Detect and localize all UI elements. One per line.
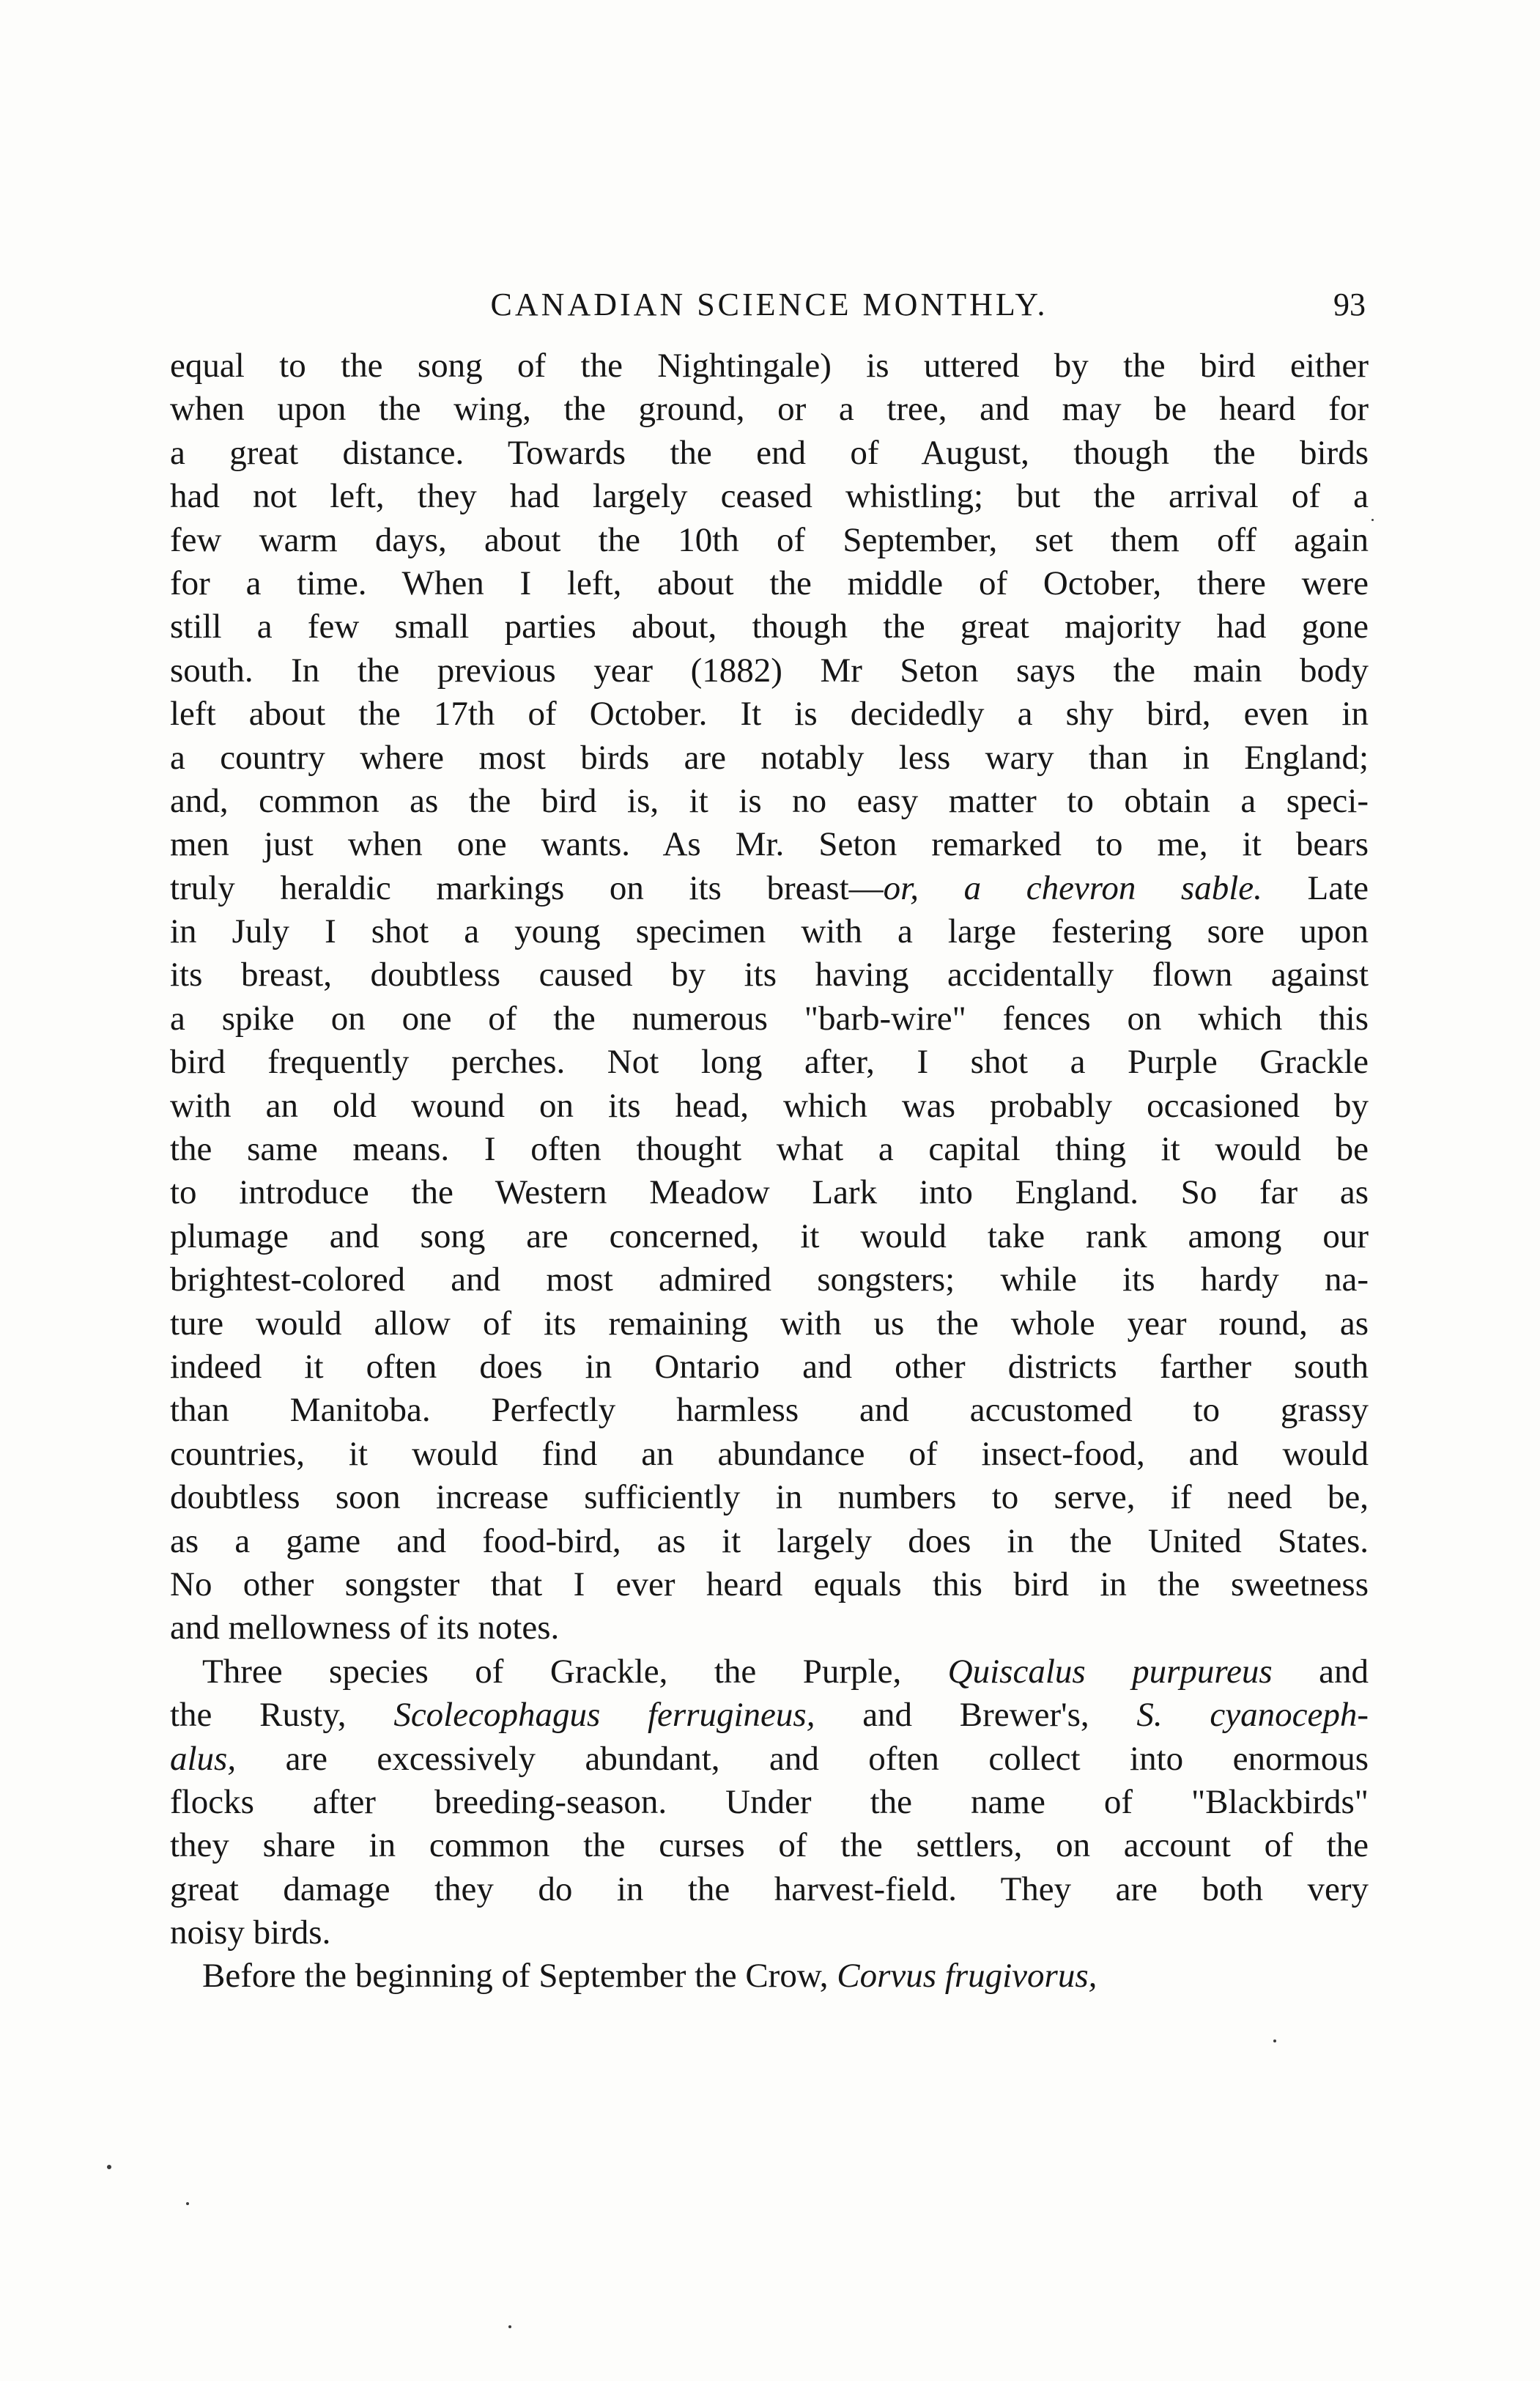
italic-phrase: or, a chevron sable.	[883, 868, 1262, 907]
text-line: as a game and food-bird, as it largely does in the United States.	[170, 1521, 1369, 1560]
text-line: in July I shot a young specimen with a large festering sore upon	[170, 912, 1369, 951]
journal-title: CANADIAN SCIENCE MONTHLY.	[490, 287, 1048, 322]
text-line: Three species of Grackle, the Purple, Quiscalus purpureus and	[202, 1652, 1369, 1691]
text-line: truly heraldic markings on its breast—or, a chevron sable. Late	[170, 868, 1369, 907]
text-line: No other songster that I ever heard equals this bird in the sweetness	[170, 1565, 1369, 1603]
scan-speck	[107, 2165, 111, 2169]
text-line: great damage they do in the harvest-field. They are both very	[170, 1869, 1369, 1908]
text-line: countries, it would find an abundance of insect-food, and would	[170, 1434, 1369, 1473]
text-line: a great distance. Towards the end of August, though the birds	[170, 433, 1369, 472]
text-line: Before the beginning of September the Crow, Corvus frugivorus,	[202, 1957, 1097, 1996]
text-line: a spike on one of the numerous "barb-wire" fences on which this	[170, 999, 1369, 1038]
text-line: its breast, doubtless caused by its having accidentally flown against	[170, 956, 1369, 994]
text-line: a country where most birds are notably less wary than in England;	[170, 738, 1369, 777]
text-line: had not left, they had largely ceased whistling; but the arrival of a	[170, 477, 1369, 516]
text-line: the Rusty, Scolecophagus ferrugineus, and Brewer's, S. cyanoceph-	[170, 1696, 1369, 1735]
text-line: for a time. When I left, about the middle of October, there were	[170, 564, 1369, 602]
text-line: left about the 17th of October. It is decidedly a shy bird, even in	[170, 695, 1369, 734]
running-head	[173, 281, 1366, 328]
text-line: with an old wound on its head, which was probably occasioned by	[170, 1086, 1369, 1125]
text-line: doubtless soon increase sufficiently in numbers to serve, if need be,	[170, 1478, 1369, 1517]
text-line: men just when one wants. As Mr. Seton remarked to me, it bears	[170, 825, 1369, 864]
text-line: noisy birds.	[170, 1913, 331, 1952]
text-line: ture would allow of its remaining with us the whole year round, as	[170, 1304, 1369, 1343]
text-line: bird frequently perches. Not long after, I shot a Purple Grackle	[170, 1043, 1369, 1082]
body-text	[170, 344, 1369, 1998]
text-line: the same means. I often thought what a capital thing it would be	[170, 1130, 1369, 1169]
scan-speck	[186, 2202, 189, 2205]
italic-species-name: alus,	[170, 1739, 237, 1778]
italic-species-name: S. cyanoceph-	[1136, 1696, 1369, 1735]
scan-speck	[1273, 2039, 1276, 2042]
text-line: brightest-colored and most admired songsters; while its hardy na-	[170, 1260, 1369, 1299]
text-line: plumage and song are concerned, it would take rank among our	[170, 1217, 1369, 1255]
text-line: few warm days, about the 10th of September, set them off again	[170, 520, 1369, 559]
italic-species-name: Corvus frugivorus,	[837, 1957, 1097, 1996]
text-line: alus, are excessively abundant, and often collect into enormous	[170, 1739, 1369, 1778]
text-line: to introduce the Western Meadow Lark into England. So far as	[170, 1173, 1369, 1212]
text-line: indeed it often does in Ontario and other districts farther south	[170, 1347, 1369, 1386]
italic-species-name: Scolecophagus ferrugineus,	[393, 1696, 815, 1735]
text-line: still a few small parties about, though the great majority had gone	[170, 608, 1369, 646]
text-line: and mellowness of its notes.	[170, 1609, 560, 1647]
text-line: flocks after breeding-season. Under the name of "Blackbirds"	[170, 1782, 1369, 1821]
text-line: equal to the song of the Nightingale) is uttered by the bird either	[170, 347, 1369, 385]
italic-species-name: Quiscalus purpureus	[947, 1652, 1273, 1691]
scan-speck	[1371, 519, 1374, 521]
text-line: they share in common the curses of the settlers, on account of the	[170, 1826, 1369, 1865]
scan-speck	[508, 2325, 511, 2328]
page-number: 93	[1333, 287, 1366, 322]
text-line: and, common as the bird is, it is no easy matter to obtain a speci-	[170, 781, 1369, 820]
text-line: than Manitoba. Perfectly harmless and accustomed to grassy	[170, 1391, 1369, 1430]
text-line: when upon the wing, the ground, or a tree, and may be heard for	[170, 390, 1369, 429]
text-line: south. In the previous year (1882) Mr Seton says the main body	[170, 651, 1369, 690]
